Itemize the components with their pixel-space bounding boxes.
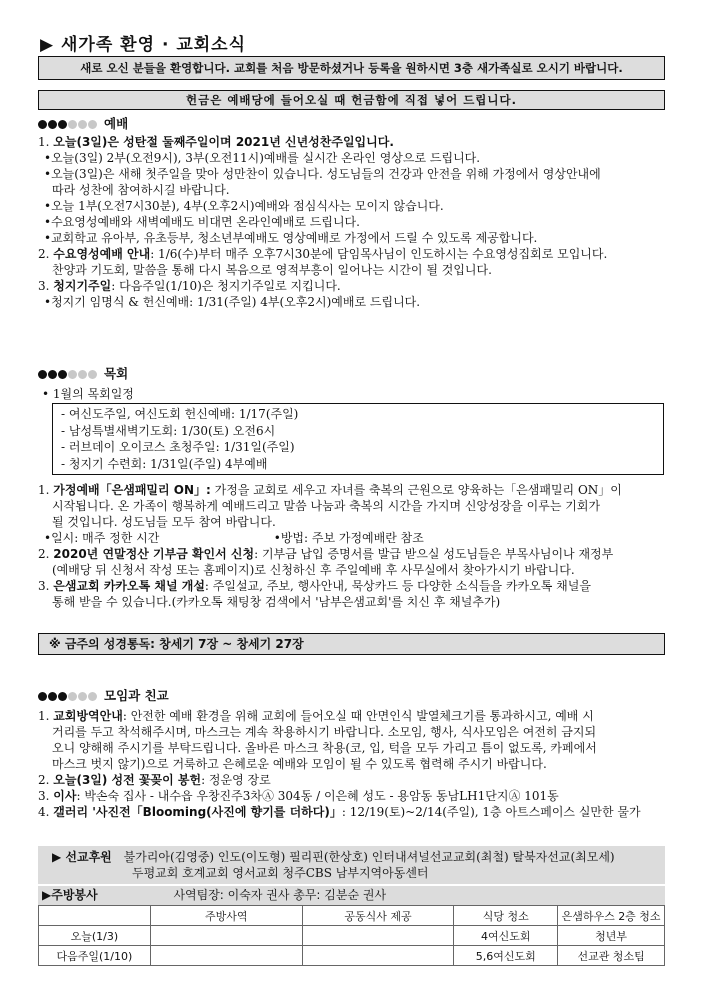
mission-support-list-2: 두평교회 호계교회 영서교회 청주CBS 남부지역아동센터 xyxy=(132,866,429,880)
table-cell: 오늘(1/3) xyxy=(39,926,151,946)
list-item: •오늘(3일)은 새해 첫주일을 맞아 성만찬이 있습니다. 성도님들의 건강과 안전을 위해 가정에서 영상안내에 xyxy=(44,167,601,181)
list-item: •오늘 1부(오전7시30분), 4부(오후2시)예배와 점심식사는 모이지 않습니다. xyxy=(44,199,444,213)
section-heading-worship: 예배 xyxy=(38,114,128,132)
table-cell: 4여신도회 xyxy=(454,926,558,946)
table-cell xyxy=(302,926,454,946)
worship-list xyxy=(38,134,607,310)
table-row xyxy=(39,946,665,966)
list-item: •오늘(3일) 2부(오전9시), 3부(오전11시)예배를 실시간 온라인 영상으로 드립니다. xyxy=(44,151,481,165)
dots-icon xyxy=(38,117,98,132)
mission-support-label: ▶ 선교후원 xyxy=(52,850,112,864)
table-cell xyxy=(302,946,454,966)
list-item: •청지기 임명식 & 헌신예배: 1/31(주일) 4부(오후2시)예배로 드립니다. xyxy=(44,295,421,309)
schedule-box xyxy=(52,403,664,475)
section-heading-fellowship: 모임과 친교 xyxy=(38,686,169,704)
schedule-item: - 남성특별새벽기도회: 1/30(토) 오전6시 xyxy=(61,423,276,438)
table-header-row xyxy=(39,906,665,926)
dots-icon xyxy=(38,689,98,704)
list-item: 거리를 두고 착석해주시며, 마스크는 계속 착용하시기 바랍니다. 소모임, 행사, 식사모임은 여전히 금지되 xyxy=(52,725,597,739)
table-cell: 5,6여신도회 xyxy=(454,946,558,966)
list-item: 1. 오늘(3일)은 성탄절 둘째주일이며 2021년 신년성찬주일입니다. xyxy=(38,135,394,149)
schedule-item: - 러브데이 오이코스 초청주일: 1/31일(주일) xyxy=(61,440,295,454)
table-header-cell: 공동식사 제공 xyxy=(302,906,454,926)
list-item: 오니 양해해 주시기를 부탁드립니다. 올바른 마스크 착용(코, 입, 턱을 모두 가리고 틈이 없도록, 카페에서 xyxy=(52,741,597,755)
kitchen-leaders: 사역팀장: 이숙자 권사 총무: 김분순 권사 xyxy=(173,888,387,902)
schedule-title: • 1월의 목회일정 xyxy=(42,387,134,401)
table-header-cell xyxy=(39,906,151,926)
bible-reading-banner: ※ 금주의 성경통독: 창세기 7장 ~ 창세기 27장 xyxy=(38,633,665,655)
list-item: 따라 성찬에 참여하시길 바랍니다. xyxy=(52,183,230,197)
list-item: 마스크 벗지 않기)으로 거룩하고 은혜로운 예배와 모임이 될 수 있도록 협력해 주시기 바랍니다. xyxy=(52,757,547,771)
list-item: 1. 가정예배「은샘패밀리 ON」: 가정을 교회로 세우고 자녀를 축복의 근원으로 양육하는「은샘패밀리 ON」이 xyxy=(38,483,622,497)
table-header-cell: 식당 청소 xyxy=(454,906,558,926)
list-item: 4. 갤러리 '사진전「Blooming(사진에 향기를 더하다)」: 12/19(토)~2/14(주일), 1층 아트스페이스 실만한 물가 xyxy=(38,805,641,819)
table-cell: 선교관 청소팀 xyxy=(558,946,665,966)
mission-support-box xyxy=(38,846,665,884)
welcome-banner: 새로 오신 분들을 환영합니다. 교회를 처음 방문하셨거나 등록을 원하시면 3층 새가족실로 오시기 바랍니다. xyxy=(38,56,665,80)
list-item: 2. 2020년 연말정산 기부금 확인서 신청: 기부금 납입 증명서를 발급 받으실 성도님들은 부목사님이나 재정부 xyxy=(38,547,614,561)
pastoral-list xyxy=(38,482,622,610)
fellowship-list xyxy=(38,708,641,820)
list-item: 시작됩니다. 온 가족이 행복하게 예배드리고 말씀 나눔과 축복의 시간을 가지며 신앙성장을 이루는 기회가 xyxy=(52,499,601,513)
page-title: ▶ 새가족 환영 · 교회소식 xyxy=(40,35,247,55)
table-cell xyxy=(150,946,302,966)
table-cell xyxy=(150,926,302,946)
kitchen-service-label: ▶주방봉사 xyxy=(42,888,98,902)
schedule-item: - 여신도주일, 여신도회 헌신예배: 1/17(주일) xyxy=(61,407,299,421)
list-item: 될 것입니다. 성도님들 모두 참여 바랍니다. xyxy=(52,515,276,529)
table-header-cell: 은샘하우스 2층 청소 xyxy=(558,906,665,926)
list-item: 찬양과 기도회, 말씀을 통해 다시 복음으로 영적부흥이 일어나는 시간이 될 것입니다. xyxy=(52,263,492,277)
list-item: •교회학교 유아부, 유초등부, 청소년부예배도 영상예배로 가정에서 드릴 수 있도록 제공합니다. xyxy=(44,231,538,245)
list-item: 통해 받을 수 있습니다.(카카오톡 채팅창 검색에서 '남부은샘교회'를 치신 후 채널추가) xyxy=(52,595,501,609)
list-item: 2. 오늘(3일) 성전 꽃꽂이 봉헌: 정운영 장로 xyxy=(38,773,271,787)
table-cell: 청년부 xyxy=(558,926,665,946)
list-item: 3. 청지기주일: 다음주일(1/10)은 청지기주일로 지킵니다. xyxy=(38,279,341,293)
kitchen-table xyxy=(38,905,665,966)
list-item: 3. 이사: 박손숙 집사 - 내수읍 우창진주3차Ⓐ 304동 / 이은혜 성도 - 용암동 동남LH1단지Ⓐ 101동 xyxy=(38,789,559,803)
table-header-cell: 주방사역 xyxy=(150,906,302,926)
table-cell: 다음주일(1/10) xyxy=(39,946,151,966)
section-heading-pastoral: 목회 xyxy=(38,364,128,382)
list-item: 2. 수요영성예배 안내: 1/6(수)부터 매주 오후7시30분에 담임목사님이 인도하시는 수요영성집회로 모입니다. xyxy=(38,247,608,261)
list-item: •일시: 매주 정한 시간 •방법: 주보 가정예배란 참조 xyxy=(44,531,424,545)
mission-support-list-1: 불가리아(김영중) 인도(이도형) 필리핀(한상호) 인터내셔널선교교회(최철) 탈북자선교(최모세) xyxy=(123,850,615,864)
offering-banner: 헌금은 예배당에 들어오실 때 헌금함에 직접 넣어 드립니다. xyxy=(38,90,665,110)
table-row xyxy=(39,926,665,946)
list-item: (예배당 뒤 신청서 작성 또는 홈페이지)로 신청하신 후 주일예배 후 사무실에서 찾아가시기 바랍니다. xyxy=(52,563,575,577)
list-item: 1. 교회방역안내: 안전한 예배 환경을 위해 교회에 들어오실 때 안면인식 발열체크기를 통과하시고, 예배 시 xyxy=(38,709,594,723)
list-item: •수요영성예배와 새벽예배도 비대면 온라인예배로 드립니다. xyxy=(44,215,360,229)
kitchen-service-header xyxy=(38,886,665,905)
dots-icon xyxy=(38,367,98,382)
schedule-item: - 청지기 수련회: 1/31일(주일) 4부예배 xyxy=(61,456,268,471)
list-item: 3. 은샘교회 카카오톡 채널 개설: 주일설교, 주보, 행사안내, 묵상카드 등 다양한 소식들을 카카오톡 채널을 xyxy=(38,579,591,593)
